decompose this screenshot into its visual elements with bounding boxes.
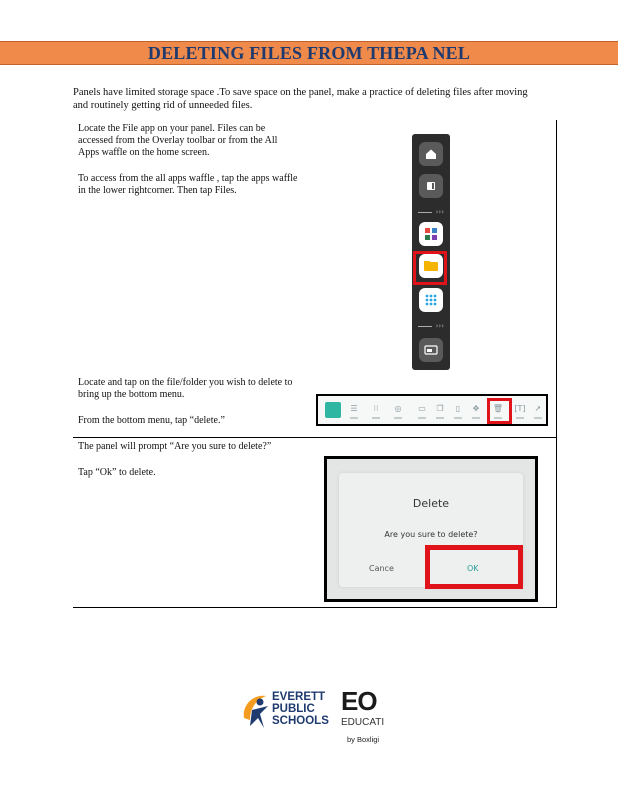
- rename-icon[interactable]: [T]: [514, 404, 526, 413]
- menu-label: [436, 417, 444, 419]
- move-icon[interactable]: ✥: [472, 404, 480, 413]
- eos-education-text: EDUCATI: [341, 717, 385, 728]
- ok-highlight-box: [425, 545, 523, 589]
- paste-icon[interactable]: ▯: [455, 404, 461, 413]
- title-banner: [0, 41, 618, 65]
- cancel-button[interactable]: Cance: [369, 564, 394, 573]
- list-view-icon[interactable]: ☰: [350, 404, 358, 413]
- share-icon[interactable]: ➚: [534, 404, 542, 413]
- dialog-message: Are you sure to delete?: [384, 530, 478, 539]
- step-1-text-b: To access from the all apps waffle , tap the apps waffle in the lower rightcorner. Then tap Files.: [78, 173, 298, 196]
- eos-byline: by Boxligi: [347, 735, 380, 744]
- menu-label: [394, 417, 402, 419]
- menu-label: [418, 417, 426, 419]
- toolbar-separator: ›››: [418, 208, 444, 216]
- ok-button[interactable]: OK: [467, 564, 479, 573]
- logo-line-3: SCHOOLS: [272, 715, 329, 727]
- intro-paragraph: Panels have limited storage space .To save space on the panel, make a practice of deleting files after moving and routinely getting rid of unneeded files.: [73, 87, 528, 111]
- menu-label: [534, 417, 542, 419]
- step-2-text-a: Locate and tap on the file/folder you wish to delete to bring up the bottom menu.: [78, 377, 293, 400]
- bottom-menu-image: [316, 394, 548, 426]
- files-highlight-box: [413, 251, 447, 285]
- select-icon[interactable]: ⁝⁝: [373, 404, 379, 413]
- screen-share-icon[interactable]: [419, 338, 443, 362]
- dialog-title: Delete: [412, 497, 450, 510]
- delete-highlight-box: [487, 398, 512, 424]
- step-2: [78, 377, 306, 441]
- home-icon[interactable]: [419, 142, 443, 166]
- step-3: [78, 441, 278, 493]
- menu-label: [350, 417, 358, 419]
- window-icon[interactable]: [419, 174, 443, 198]
- menu-label: [516, 417, 524, 419]
- eos-mark: EO: [341, 686, 377, 716]
- everett-public-schools-logo: [240, 688, 328, 740]
- menu-label: [472, 417, 480, 419]
- menu-label: [454, 417, 462, 419]
- step-3-text-b: Tap “Ok” to delete.: [78, 467, 156, 478]
- menu-label: [372, 417, 380, 419]
- apps-icon[interactable]: [419, 222, 443, 246]
- step-1: [78, 123, 300, 211]
- step-2-text-b: From the bottom menu, tap “delete.”: [78, 415, 225, 426]
- toolbar-separator: ›››: [418, 322, 444, 330]
- waffle-icon[interactable]: [419, 288, 443, 312]
- district-logo-icon: [240, 688, 272, 736]
- copy-icon[interactable]: ❐: [436, 404, 444, 413]
- step-3-text-a: The panel will prompt “Are you sure to delete?”: [78, 441, 272, 452]
- delete-icon[interactable]: 🗑: [492, 404, 504, 413]
- step-1-text-a: Locate the File app on your panel. Files can be accessed from the Overlay toolbar or from the All Apps waffle on the home screen.: [78, 123, 278, 158]
- folder-icon[interactable]: ▭: [418, 404, 426, 413]
- sort-icon[interactable]: ◎: [394, 404, 402, 413]
- logo-line-2: PUBLIC: [272, 703, 315, 715]
- page-title: DELETING FILES FROM THEPA NEL: [147, 42, 471, 63]
- grid-view-icon[interactable]: [325, 402, 341, 418]
- eos-education-logo: [341, 686, 391, 748]
- logo-line-1: EVERETT: [272, 691, 326, 703]
